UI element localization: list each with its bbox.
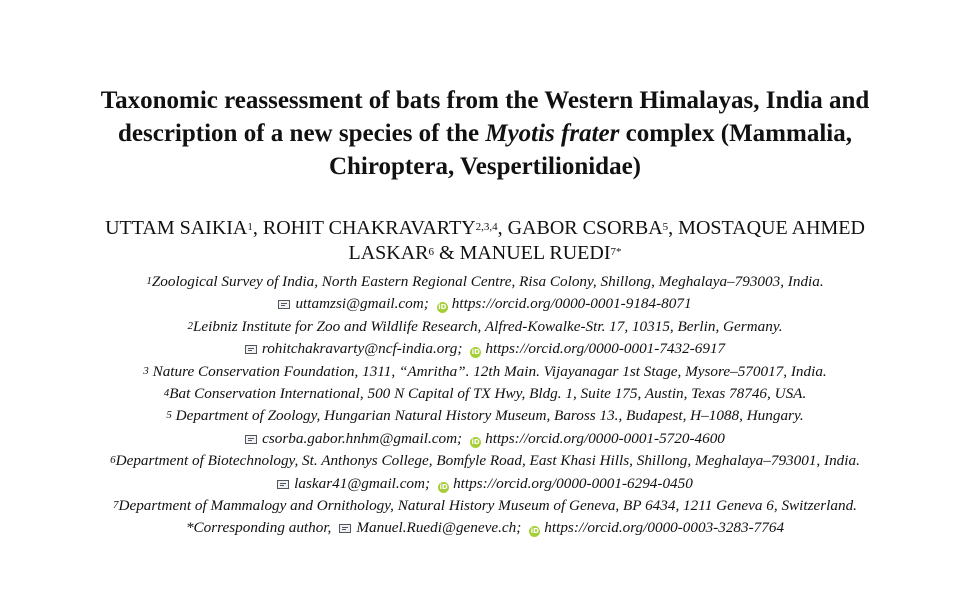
author-name: UTTAM SAIKIA <box>105 217 248 239</box>
affiliation-mark: 1 <box>146 275 152 287</box>
author-line-1 <box>0 216 970 241</box>
author-name: LASKAR <box>348 242 429 264</box>
affiliation-mark: 3 <box>143 364 149 377</box>
corresponding-author-line <box>0 517 970 539</box>
paper-title <box>0 84 970 183</box>
orcid-link[interactable]: https://orcid.org/0000-0003-3283-7764 <box>544 519 785 537</box>
orcid-icon: iD <box>471 348 480 357</box>
email-link[interactable]: uttamzsi@gmail.com; <box>295 295 429 313</box>
affiliation-text: Zoological Survey of India, North Eastern Regional Centre, Risa Colony, Shillong, Meghalaya–793003, India. <box>151 273 824 290</box>
orcid-icon: iD <box>439 482 448 491</box>
affiliation-7 <box>0 495 970 517</box>
title-line-3: Chiroptera, Vespertilionidae) <box>328 153 642 180</box>
affiliation-mark: 2 <box>187 319 193 332</box>
author-name: , GABOR CSORBA <box>497 217 663 239</box>
affiliation-mark: 5 <box>166 409 172 422</box>
title-species-name: Myotis frater <box>485 120 620 147</box>
title-text: description of a new species of the <box>118 120 486 147</box>
title-line-1: Taxonomic reassessment of bats from the Western Himalayas, India and <box>100 87 870 114</box>
affiliation-text: Department of Mammalogy and Ornithology, Natural History Museum of Geneva, BP 6434, 1211 Geneva 6, Switzerland. <box>118 497 857 515</box>
affiliation-text: Nature Conservation Foundation, 1311, “Amritha”. 12th Main. Vijayanagar 1st Stage, Mysore–570017, India. <box>148 362 827 380</box>
email-link[interactable]: laskar41@gmail.com; <box>294 474 431 492</box>
author-name: , MOSTAQUE AHMED <box>668 217 865 239</box>
affiliation-1 <box>0 271 970 293</box>
orcid-link[interactable]: https://orcid.org/0000-0001-6294-0450 <box>453 474 693 492</box>
affiliation-mark: 4 <box>163 387 170 400</box>
contact-line-6 <box>0 473 970 495</box>
affiliation-text: Leibniz Institute for Zoo and Wildlife Research, Alfred-Kowalke-Str. 17, 10315, Berlin, Germany. <box>192 317 783 335</box>
affiliation-3 <box>0 361 970 383</box>
orcid-icon: iD <box>471 437 480 446</box>
contact-line-1 <box>0 293 970 315</box>
email-icon <box>339 524 351 533</box>
author-name: & MANUEL RUEDI <box>434 242 611 264</box>
author-name: , ROHIT CHAKRAVARTY <box>252 217 476 239</box>
affiliation-list <box>0 271 970 540</box>
affiliation-mark: 6 <box>110 454 116 467</box>
affiliation-text: Bat Conservation International, 500 N Capital of TX Hwy, Bldg. 1, Suite 175, Austin, Texas 78746, USA. <box>169 385 807 403</box>
affiliation-4 <box>0 383 970 405</box>
affiliation-2 <box>0 316 970 338</box>
corresponding-author-label: *Corresponding author, <box>185 519 332 537</box>
email-icon <box>245 345 257 354</box>
author-affiliation-mark: 2,3,4 <box>475 221 498 233</box>
author-affiliation-mark: 6 <box>428 246 435 258</box>
affiliation-6 <box>0 450 970 472</box>
orcid-icon: iD <box>530 527 539 536</box>
email-link[interactable]: rohitchakravarty@ncf-india.org; <box>261 340 463 358</box>
affiliation-text: Department of Zoology, Hungarian Natural History Museum, Baross 13., Budapest, H–1088, Hungary. <box>171 407 804 425</box>
email-icon <box>277 480 289 489</box>
author-affiliation-mark: 7* <box>610 246 622 258</box>
title-text: complex (Mammalia, <box>619 120 852 147</box>
contact-line-2 <box>0 338 970 360</box>
email-icon <box>245 435 257 444</box>
author-list <box>0 216 970 266</box>
author-affiliation-mark: 5 <box>662 221 669 233</box>
orcid-link[interactable]: https://orcid.org/0000-0001-5720-4600 <box>485 429 725 447</box>
orcid-link[interactable]: https://orcid.org/0000-0001-7432-6917 <box>485 340 726 358</box>
email-icon <box>278 300 290 309</box>
email-link[interactable]: Manuel.Ruedi@geneve.ch; <box>356 519 522 537</box>
email-link[interactable]: csorba.gabor.hnhm@gmail.com; <box>262 429 463 447</box>
affiliation-5 <box>0 405 970 427</box>
orcid-icon: iD <box>438 303 447 312</box>
orcid-link[interactable]: https://orcid.org/0000-0001-9184-8071 <box>451 295 692 313</box>
author-affiliation-mark: 1 <box>247 221 253 233</box>
affiliation-text: Department of Biotechnology, St. Anthonys College, Bomfyle Road, East Khasi Hills, Shillong, Meghalaya–793001, India. <box>115 452 860 470</box>
contact-line-5 <box>0 428 970 450</box>
title-line-2 <box>0 117 970 150</box>
affiliation-mark: 7 <box>113 499 119 512</box>
author-line-2 <box>0 241 970 266</box>
